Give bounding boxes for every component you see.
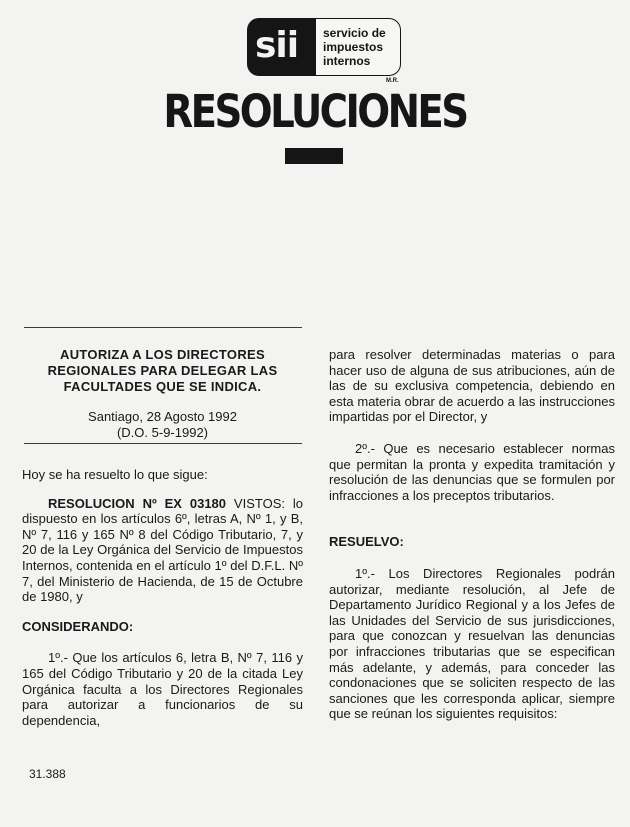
date-line: Santiago, 28 Agosto 1992 bbox=[88, 409, 237, 424]
resuelvo-1: 1º.- Los Directores Regionales podrán autorizar, mediante resolución, al Jefe de Departamento Jurídico Regional y a los Jefes de las Unidades del Servicio de sus jurisdicciones, para que conozcan y resuelvan las denuncias por infracciones tributarias que se especifican más adelante, y además, para conceder las condonaciones que se soliciten respecto de las sanciones que les corresponda aplicar, siempre que se reúnan los siguientes requisitos: bbox=[329, 565, 615, 722]
considerando-heading: CONSIDERANDO: bbox=[22, 618, 134, 634]
resolucion-paragraph bbox=[22, 496, 303, 605]
resolucion-number: RESOLUCION Nº EX 03180 bbox=[48, 495, 227, 511]
resolution-heading: AUTORIZA A LOS DIRECTORES REGIONALES PARA DELEGAR LAS FACULTADES QUE SE INDICA. bbox=[47, 347, 278, 394]
considerando-1: 1º.- Que los artículos 6, letra B, Nº 7, 116 y 165 del Código Tributario y 20 de la citada Ley Orgánica faculta a los Directores Regionales para autorizar a funcionarios de su dependencia, bbox=[22, 650, 303, 728]
logo-line-3: internos bbox=[323, 54, 371, 68]
page-title: RESOLUCIONES bbox=[163, 85, 467, 138]
logo-line-1: servicio de bbox=[323, 26, 386, 40]
logo-trademark: M.R. bbox=[386, 78, 399, 84]
logo-text bbox=[323, 26, 386, 68]
considerando-2: 2º.- Que es necesario establecer normas que permitan la pronta y expedita tramitación y resolución de las denuncias que se formulen por infracciones a los preceptos tributarios. bbox=[329, 440, 615, 503]
page-number: 31.388 bbox=[29, 767, 66, 781]
official-gazette-line: (D.O. 5-9-1992) bbox=[116, 424, 209, 440]
left-column-body bbox=[22, 467, 303, 728]
right-column bbox=[329, 347, 615, 722]
intro-text: Hoy se ha resuelto lo que sigue: bbox=[22, 467, 208, 482]
sii-logo bbox=[247, 18, 402, 76]
heading-rule bbox=[24, 443, 302, 444]
vistos-text: VISTOS: lo dispuesto en los artículos 6º, letras A, Nº 1, y B, Nº 7, 116 y 165 Nº 8 del Código Tributario, 7, y 20 de la Ley Orgánica del Servicio de Impuestos Internos, contenida en el artículo 1º del D.F.L. Nº 7, del Ministerio de Hacienda, de 15 de Octubre de 1980, y bbox=[22, 495, 303, 605]
logo-mark-box bbox=[247, 18, 318, 76]
logo-line-2: impuestos bbox=[323, 40, 384, 54]
logo-mark: sii bbox=[255, 25, 299, 66]
left-column bbox=[22, 347, 303, 440]
resuelvo-heading: RESUELVO: bbox=[329, 534, 404, 550]
continuation-paragraph: para resolver determinadas materias o para hacer uso de alguna de sus atribuciones, aún de las de su exclusiva competencia, debiendo en esta materia obrar de acuerdo a las instrucciones impartidas por el Director, y bbox=[329, 347, 615, 425]
top-rule bbox=[24, 327, 302, 328]
logo-text-box bbox=[316, 18, 401, 76]
title-bar bbox=[285, 148, 343, 164]
